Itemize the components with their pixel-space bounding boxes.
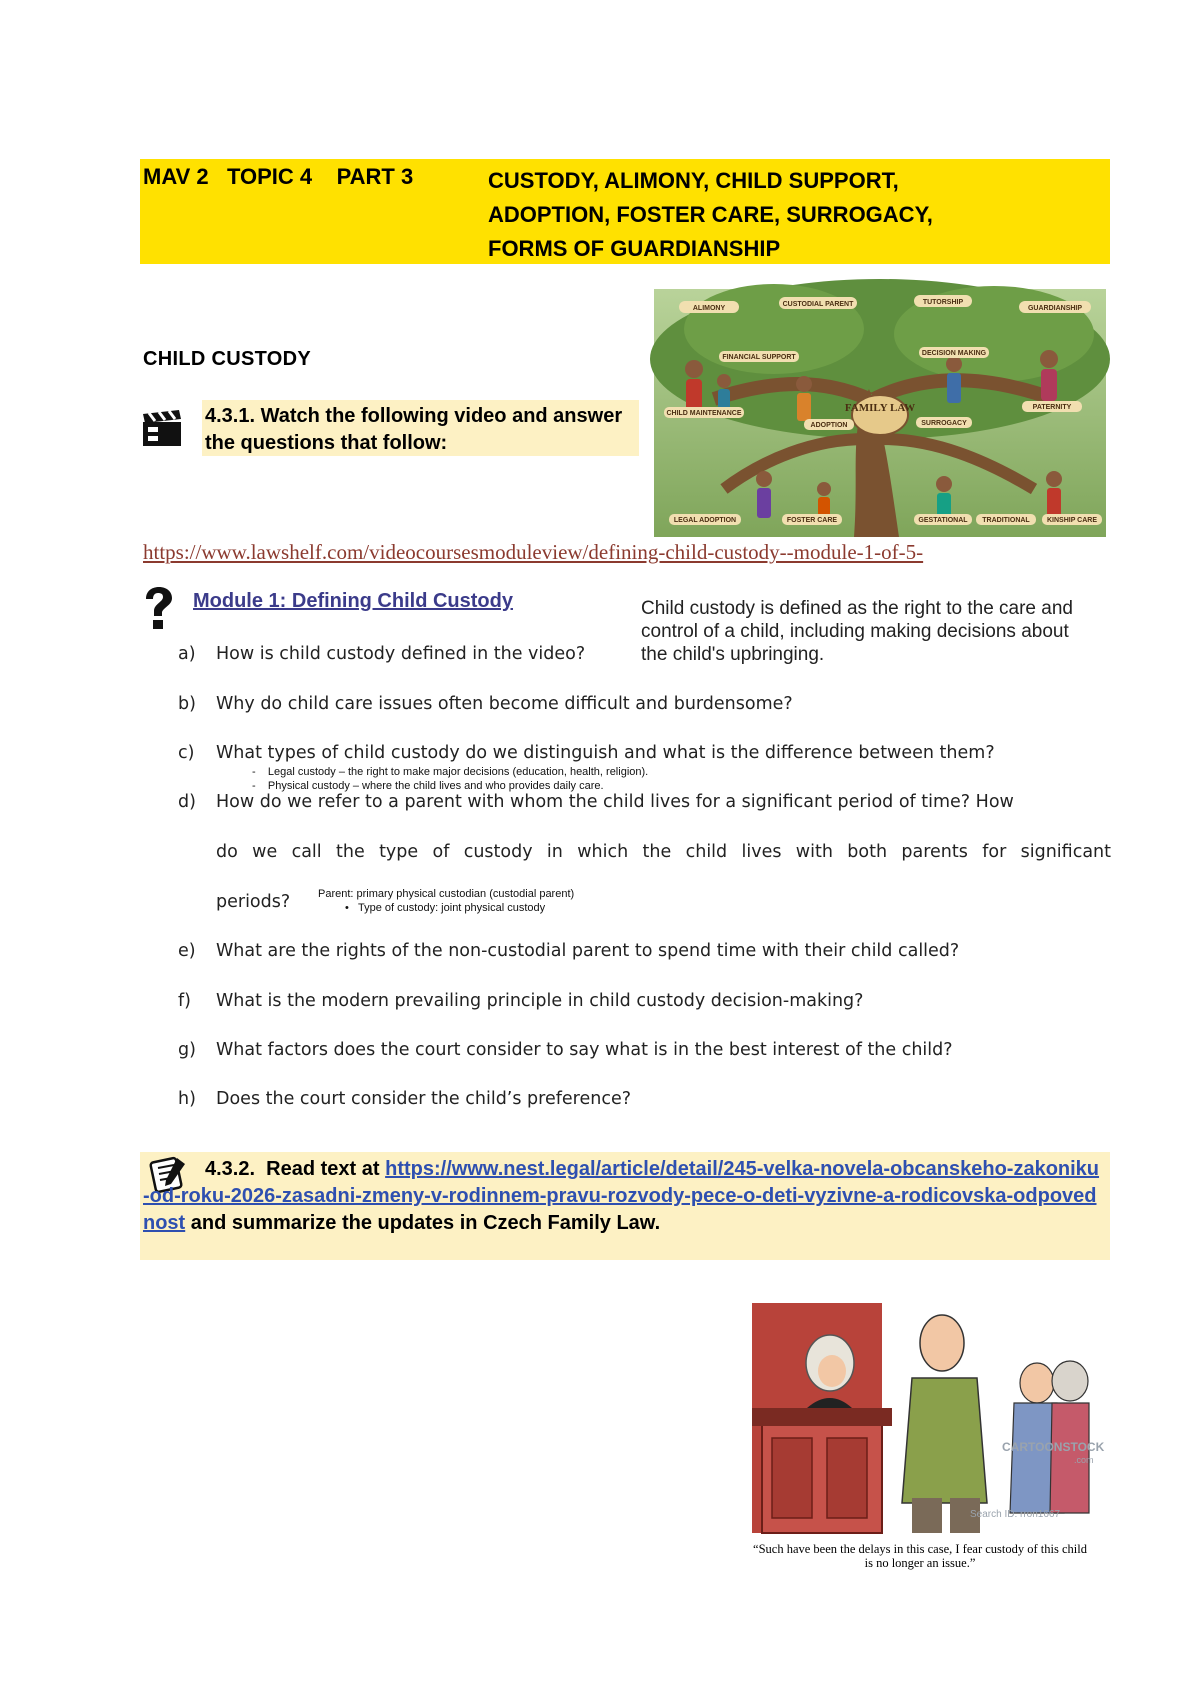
question-e: e) What are the rights of the non-custodial parent to spend time with their child called? (178, 941, 960, 961)
note-c-2: - Physical custody – where the child lives and who provides daily care. (252, 780, 604, 792)
question-d-continued: do we call the type of custody in which the child lives with both parents for significant (216, 842, 1111, 862)
svg-text:LEGAL ADOPTION: LEGAL ADOPTION (673, 517, 737, 524)
family-law-tree-illustration (654, 289, 1106, 537)
svg-text:PATERNITY: PATERNITY (1032, 404, 1072, 411)
svg-text:TUTORSHIP: TUTORSHIP (922, 299, 964, 306)
note-d-1: Parent: primary physical custodian (custodial parent) (318, 888, 575, 900)
svg-text:ALIMONY: ALIMONY (692, 305, 726, 312)
question-a: a) How is child custody defined in the video? (178, 644, 586, 664)
svg-text:CHILD MAINTENANCE: CHILD MAINTENANCE (666, 410, 742, 417)
task-label: 4.3.1. Watch the following video and answer the questions that follow: (205, 405, 623, 454)
svg-text:GESTATIONAL: GESTATIONAL (918, 517, 968, 524)
svg-text:ADOPTION: ADOPTION (810, 422, 848, 429)
clapperboard-icon (140, 408, 184, 448)
svg-text:FINANCIAL SUPPORT: FINANCIAL SUPPORT (722, 354, 796, 361)
svg-text:CUSTODIAL PARENT: CUSTODIAL PARENT (782, 301, 854, 308)
question-f: f) What is the modern prevailing principle in child custody decision-making? (178, 991, 864, 1011)
tree-center-label: FAMILY LAW (844, 402, 916, 414)
question-g: g) What factors does the court consider to say what is in the best interest of the child? (178, 1040, 953, 1060)
question-mark-icon (140, 585, 176, 631)
note-c-1: - Legal custody – the right to make major decisions (education, health, religion). (252, 766, 649, 778)
svg-text:KINSHIP CARE: KINSHIP CARE (1046, 517, 1098, 524)
note-d-2: • Type of custody: joint physical custody (345, 902, 546, 914)
course-code: MAV 2 TOPIC 4 PART 3 (143, 164, 414, 189)
page-title: CUSTODY, ALIMONY, CHILD SUPPORT, ADOPTION, FOSTER CARE, SURROGACY, FORMS OF GUARDIANSHIP (488, 168, 933, 261)
cartoon-caption: “Such have been the delays in this case, I fear custody of this child is no longer an issue.” (753, 1542, 1087, 1570)
cartoon-watermark: CARTOONSTOCK (1002, 1440, 1105, 1454)
section-heading: CHILD CUSTODY (143, 348, 311, 370)
question-h: h) Does the court consider the child’s preference? (178, 1089, 632, 1109)
task-2-text: 4.3.2. Read text at https://www.nest.legal/article/detail/245-velka-novela-obcanskeho-zakoniku-od-roku-2026-zasadni-zmeny-v-rodinnem-pravu-rozvody-pece-o-deti-vyzivne-a-rodicovska-odpovednost and summarize the updates in Czech Family Law. (143, 1158, 1100, 1234)
courtroom-cartoon (752, 1303, 1105, 1533)
svg-text:FOSTER CARE: FOSTER CARE (786, 517, 838, 524)
answer-a: Child custody is defined as the right to the care and control of a child, including making decisions about the child's upbringing. (641, 598, 1073, 665)
svg-text:GUARDIANSHIP: GUARDIANSHIP (1027, 305, 1083, 312)
video-link[interactable]: https://www.lawshelf.com/videocoursesmoduleview/defining-child-custody--module-1-of-5- (143, 540, 924, 564)
svg-text:SURROGACY: SURROGACY (921, 420, 967, 427)
module-title: Module 1: Defining Child Custody (193, 590, 513, 612)
svg-text:.com: .com (1074, 1455, 1094, 1465)
question-d-end: periods? (216, 892, 291, 912)
question-b: b) Why do child care issues often become difficult and burdensome? (178, 694, 793, 714)
question-d: d) How do we refer to a parent with whom the child lives for a significant period of time? How (178, 792, 1014, 812)
nest-legal-link[interactable]: https://www.nest.legal/article/detail/245-velka-novela-obcanskeho-zakoniku-od-roku-2026-zasadni-zmeny-v-rodinnem-pravu-rozvody-pece-o-deti-vyzivne-a-rodicovska-odpovednost (143, 1158, 1100, 1234)
cartoon-search-id: Search ID: rron1667 (970, 1509, 1061, 1520)
svg-text:TRADITIONAL: TRADITIONAL (982, 517, 1030, 524)
svg-text:DECISION MAKING: DECISION MAKING (921, 350, 987, 357)
question-c: c) What types of child custody do we distinguish and what is the difference between them? (178, 743, 995, 763)
